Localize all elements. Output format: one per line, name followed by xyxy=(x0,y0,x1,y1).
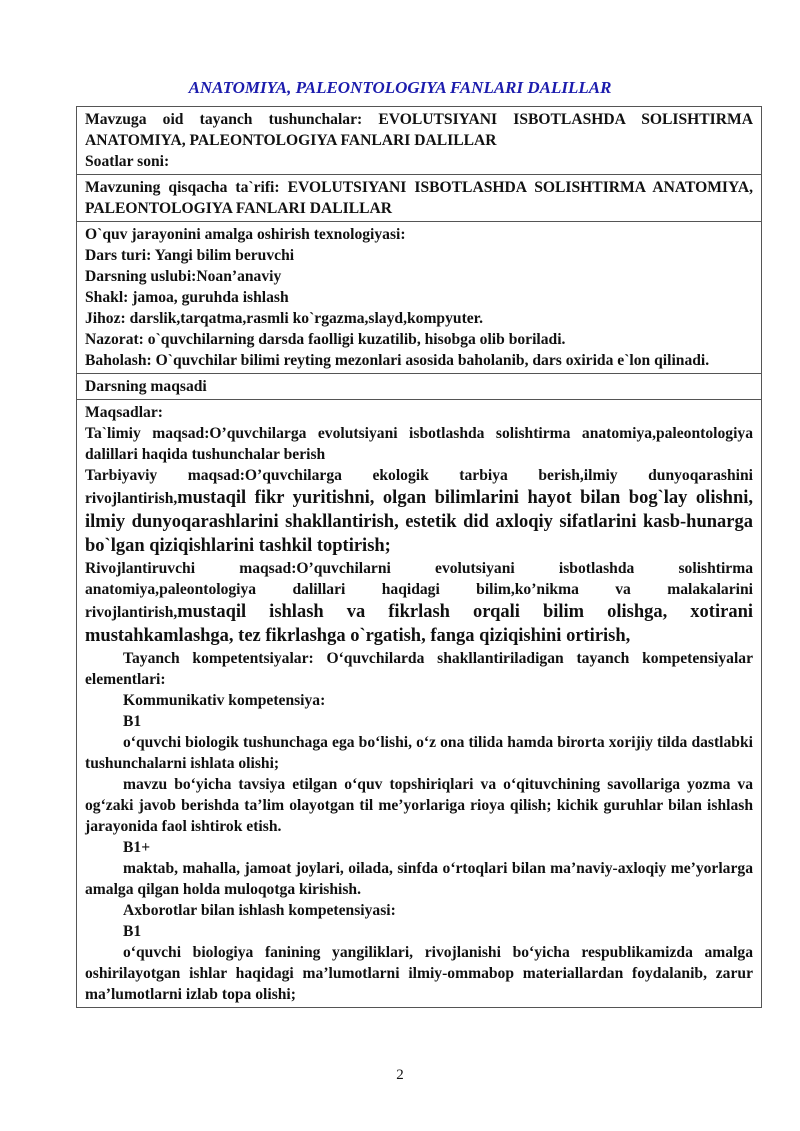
lesson-assessment: Baholash: O`quvchilar bilimi reyting mezonlari asosida baholanib, dars oxirida e`lon qilinadi. xyxy=(85,352,710,369)
goals-label: Maqsadlar: xyxy=(85,404,163,421)
information-b1-item: o‘quvchi biologiya fanining yangiliklari, rivojlanishi bo‘yicha respublikamizda amalga oshirilayotgan ishlar haqidagi ma’lumotlarni ilmiy-ommabop materiallardan foydalanib, zarur ma’lumotlarni izlab topa olishi; xyxy=(85,944,753,1003)
b1-plus-item: maktab, mahalla, jamoat joylari, oilada, sinfda o‘rtoqlari bilan ma’naviy-axloqiy me’yorlarga amalga qilgan holda muloqotga kirishish. xyxy=(85,860,753,898)
technology-heading: O`quv jarayonini amalga oshirish texnologiyasi: xyxy=(85,226,406,243)
row-lesson-goal-heading xyxy=(77,374,761,400)
lesson-form: Shakl: jamoa, guruhda ishlash xyxy=(85,289,289,306)
row-technology xyxy=(77,222,761,374)
lesson-type: Dars turi: Yangi bilim beruvchi xyxy=(85,247,295,264)
upbringing-goal xyxy=(85,465,753,558)
topic-summary-text: Mavzuning qisqacha ta`rifi: EVOLUTSIYANI ISBOTLASHDA SOLISHTIRMA ANATOMIYA, PALEONTOLOGIYA FANLARI DALILLAR xyxy=(85,179,753,217)
upbringing-goal-part-1: Tarbiyaviy maqsad:O’quvchilarga ekologik tarbiya berish,ilmiy dunyoqarashini rivojlantirish, xyxy=(85,467,753,507)
row-goals xyxy=(77,400,761,1007)
educational-goal: Ta`limiy maqsad:O’quvchilarga evolutsiyani isbotlashda solishtirma anatomiya,paleontologiya dalillari haqida tushunchalar berish xyxy=(85,425,753,463)
b1-item-2: mavzu bo‘yicha tavsiya etilgan o‘quv topshiriqlari va o‘qituvchining savollariga yozma va og‘zaki javob berishda ta’lim olayotgan til me’yorlariga rioya qilish; kichik guruhlar bilan ishlash jarayonida faol ishtirok etish. xyxy=(85,776,753,835)
row-key-concepts xyxy=(77,107,761,175)
developmental-goal-part-2: mustaqil ishlash va fikrlash orqali bilim olishga, xotirani mustahkamlashga, tez fikrlashga o`rgatish, fanga qiziqishini ortirish, xyxy=(85,602,753,646)
page-number: 2 xyxy=(396,1067,404,1083)
key-concepts-text: Mavzuga oid tayanch tushunchalar: EVOLUTSIYANI ISBOTLASHDA SOLISHTIRMA ANATOMIYA, PALEONTOLOGIYA FANLARI DALILLAR xyxy=(85,111,753,149)
lesson-plan-table xyxy=(76,106,762,1008)
developmental-goal-part-1: Rivojlantiruvchi maqsad:O’quvchilarni evolutsiyani isbotlashda solishtirma anatomiya,paleontologiya dalillari haqidagi bilim,ko’nikma va malakalarini rivojlantirish, xyxy=(85,560,753,621)
communicative-competence-heading: Kommunikativ kompetensiya: xyxy=(123,692,326,709)
lesson-control: Nazorat: o`quvchilarning darsda faolligi kuzatilib, hisobga olib boriladi. xyxy=(85,331,566,348)
level-b1-label-2: B1 xyxy=(123,923,142,940)
upbringing-goal-part-2: mustaqil fikr yuritishni, olgan bilimlarini hayot bilan bog`lay olishni, ilmiy dunyoqarashlarini shakllantirish, estetik did axloqiy sifatlarini kasb-hunarga bo`lgan qiziqishlarini tashkil toptirish; xyxy=(85,488,753,556)
lesson-equipment: Jihoz: darslik,tarqatma,rasmli ko`rgazma,slayd,kompyuter. xyxy=(85,310,484,327)
document-title: ANATOMIYA, PALEONTOLOGIYA FANLARI DALILLAR xyxy=(188,78,612,97)
level-b1-plus-label: B1+ xyxy=(123,839,151,856)
b1-item-1: o‘quvchi biologik tushunchaga ega bo‘lishi, o‘z ona tilida hamda birorta xorijiy tilda dastlabki tushunchalarni ishlata olishi; xyxy=(85,734,753,772)
developmental-goal xyxy=(85,558,753,648)
lesson-method: Darsning uslubi:Noan’anaviy xyxy=(85,268,282,285)
level-b1-label: B1 xyxy=(123,713,142,730)
core-competencies: Tayanch kompetentsiyalar: O‘quvchilarda shakllantiriladigan tayanch kompetensiyalar elementlari: xyxy=(85,650,753,688)
hours-count-label: Soatlar soni: xyxy=(85,153,170,170)
row-topic-summary xyxy=(77,175,761,222)
lesson-goal-heading: Darsning maqsadi xyxy=(85,378,207,395)
information-competence-heading: Axborotlar bilan ishlash kompetensiyasi: xyxy=(123,902,396,919)
